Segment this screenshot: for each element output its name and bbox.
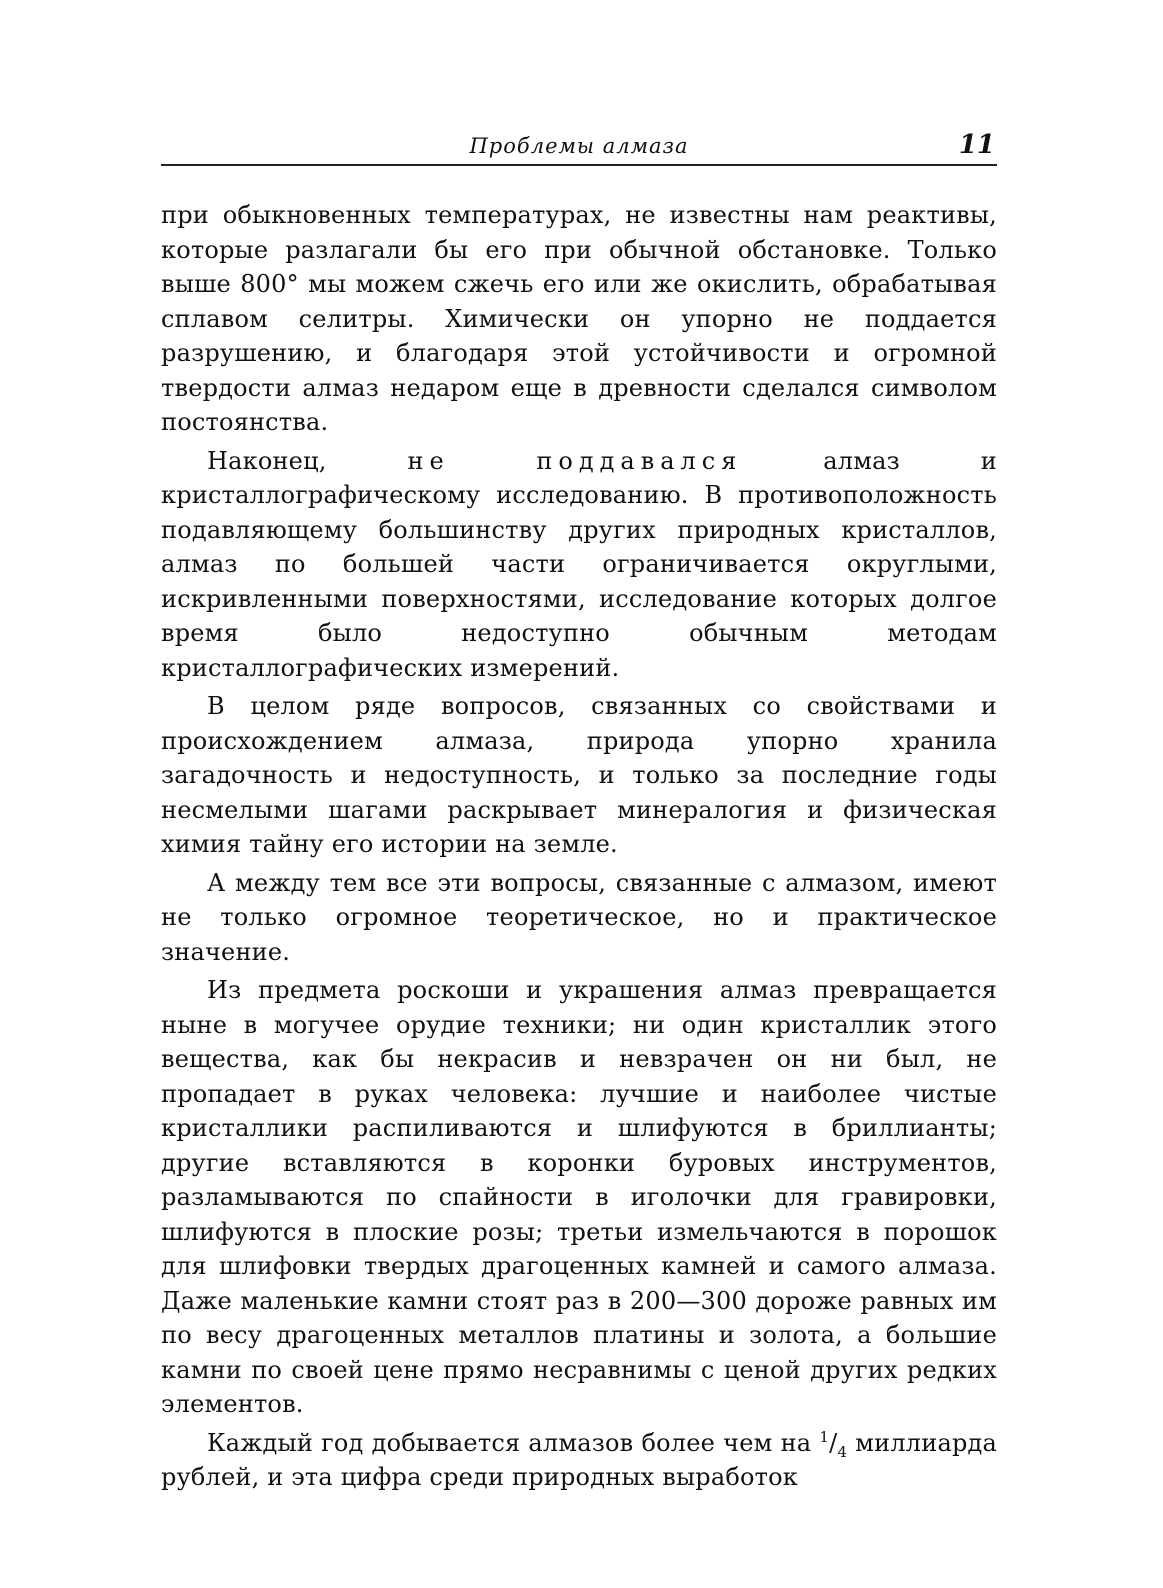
page-body bbox=[161, 198, 997, 1499]
paragraph-6 bbox=[161, 1426, 997, 1495]
fraction-numerator: 1 bbox=[819, 1427, 830, 1446]
paragraph-4: А между тем все эти вопросы, связанные с алмазом, имеют не только огромное теоретическое, но и практическое значение. bbox=[161, 868, 997, 966]
running-title: Проблемы алмаза bbox=[469, 134, 689, 158]
paragraph-3: В целом ряде вопросов, связанных со свойствами и происхождением алмаза, природа упорно хранила загадочность и недоступность, и только за последние годы несмелыми шагами раскрывает минералогия и физическая химия тайну его истории на земле. bbox=[161, 692, 997, 858]
spaced-emphasis: не поддавался bbox=[407, 446, 743, 475]
paragraph-2-rest: алмаз и кристаллографическому исследованию. В противоположность подавляющему большинству других природных кристаллов, алмаз по большей части ограничивается округлыми, искривленными поверхностями, исследование которых долгое время было недоступно обычным методам кристаллографических измерений. bbox=[161, 446, 997, 682]
paragraph-2 bbox=[161, 444, 997, 686]
paragraph-2-start: Наконец, bbox=[207, 446, 408, 475]
paragraph-5: Из предмета роскоши и украшения алмаз превращается ныне в могучее орудие техники; ни один кристаллик этого вещества, как бы некрасив и невзрачен он ни был, не пропадает в руках человека: лучшие и наиболее чистые кристаллики распиливаются и шлифуются в бриллианты; другие вставляются в коронки буровых инструментов, разламываются по спайности в иголочки для гравировки, шлифуются в плоские розы; третьи измельчаются в порошок для шлифовки твердых драгоценных камней и самого алмаза. Даже маленькие камни стоят раз в 200—300 дороже равных им по весу драгоценных металлов платины и золота, а большие камни по своей цене прямо несравнимы с ценой других редких элементов. bbox=[161, 976, 997, 1418]
fraction-denominator: 4 bbox=[837, 1442, 848, 1461]
page-header bbox=[161, 128, 997, 166]
fraction-slash: / bbox=[829, 1428, 838, 1457]
page-number: 11 bbox=[958, 130, 995, 160]
paragraph-6-rest: миллиарда рублей, и эта цифра среди природных выработок bbox=[161, 1428, 997, 1491]
paragraph-1: при обыкновенных температурах, не известны нам реактивы, которые разлагали бы его при обычной обстановке. Только выше 800° мы можем сжечь его или же окислить, обрабатывая сплавом селитры. Химически он упорно не поддается разрушению, и благодаря этой устойчивости и огромной твердости алмаз недаром еще в древности сделался символом постоянства. bbox=[161, 201, 997, 436]
paragraph-6-start: Каждый год добывается алмазов более чем на bbox=[207, 1428, 820, 1457]
